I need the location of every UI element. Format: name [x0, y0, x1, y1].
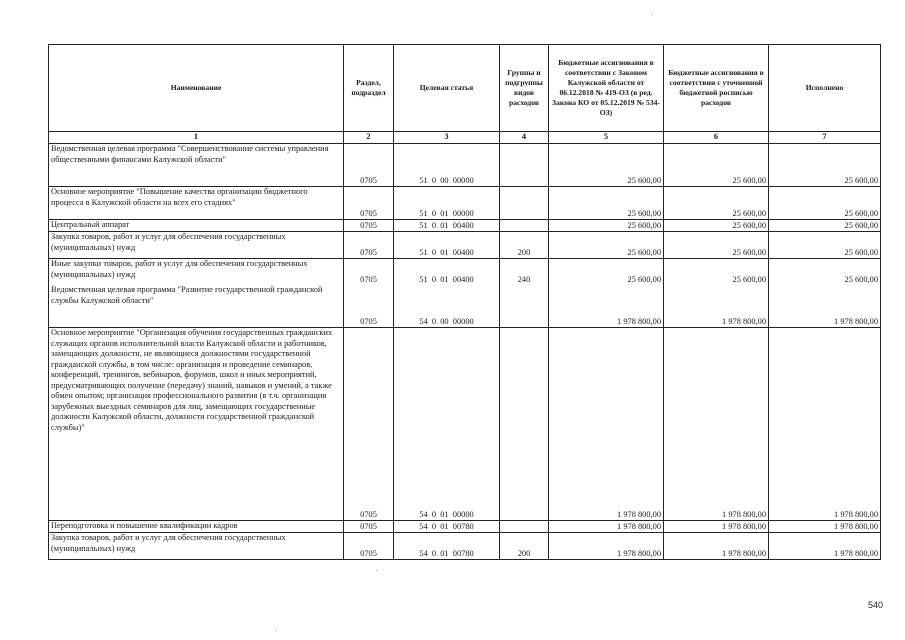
column-number-row: [49, 132, 881, 144]
header-target-article: Целевая статья: [394, 45, 500, 132]
row-section-code: 0705: [344, 144, 394, 187]
row-planned-amount: 1 978 800,00: [549, 285, 664, 328]
row-target-article: 54 0 01 00780: [394, 533, 500, 560]
row-planned-amount: 25 600,00: [549, 187, 664, 220]
row-name: Переподготовка и повышение квалификации кадров: [49, 521, 344, 533]
row-adjusted-amount: 25 600,00: [664, 220, 769, 232]
row-expense-group: 200: [500, 232, 549, 259]
row-section-code: 0705: [344, 521, 394, 533]
header-planned-allocations: Бюджетные ассигнования в соответствии с Законом Калужской области от 06.12.2018 № 419-ОЗ (в ред. Закона КО от 05.12.2019 № 534-ОЗ): [549, 45, 664, 132]
row-target-article: 54 0 00 00000: [394, 285, 500, 328]
column-number: 5: [549, 132, 664, 144]
row-name: Иные закупки товаров, работ и услуг для обеспечения государственных (муниципальных) нужд: [49, 259, 344, 286]
row-target-article: 51 0 01 00400: [394, 259, 500, 286]
row-target-article: 54 0 01 00000: [394, 328, 500, 521]
scan-speck: [376, 570, 377, 571]
row-planned-amount: 1 978 800,00: [549, 533, 664, 560]
row-executed-amount: 25 600,00: [769, 259, 881, 286]
row-section-code: 0705: [344, 232, 394, 259]
row-name: Основное мероприятие "Организация обучения государственных гражданских служащих органов исполнительной власти Калужской области и работников, замещающих должности, не являющиеся должностями государственной гражданской службы, в том числе: организация и проведение семинаров, конференций, тренингов, вебинаров, форумов, школ и иных мероприятий, предусматривающих получение (передачу) знаний, навыков и умений, а также обмен опытом; организация профессионального развития (в т.ч. организация зарубежных выездных семинаров для лиц, замещающих государственные должности Калужской области, должности государственной гражданской службы)": [49, 328, 344, 521]
row-executed-amount: 1 978 800,00: [769, 328, 881, 521]
row-executed-amount: 25 600,00: [769, 187, 881, 220]
row-adjusted-amount: 25 600,00: [664, 259, 769, 286]
row-planned-amount: 25 600,00: [549, 259, 664, 286]
table-row: [49, 220, 881, 232]
row-executed-amount: 1 978 800,00: [769, 285, 881, 328]
row-expense-group: [500, 220, 549, 232]
table-row: [49, 144, 881, 187]
header-expense-group: Группы и подгруппы видов расходов: [500, 45, 549, 132]
row-target-article: 54 0 01 00780: [394, 521, 500, 533]
scan-speck: [276, 630, 277, 631]
budget-execution-table: [48, 44, 881, 560]
row-executed-amount: 25 600,00: [769, 144, 881, 187]
row-expense-group: 240: [500, 259, 549, 286]
column-number: 4: [500, 132, 549, 144]
row-name: Центральный аппарат: [49, 220, 344, 232]
row-adjusted-amount: 1 978 800,00: [664, 521, 769, 533]
table-row: [49, 232, 881, 259]
page-number: 540: [868, 600, 884, 610]
table-row: [49, 521, 881, 533]
row-expense-group: [500, 328, 549, 521]
row-name: Основное мероприятие "Повышение качества организации бюджетного процесса в Калужской области на всех его стадиях": [49, 187, 344, 220]
row-executed-amount: 1 978 800,00: [769, 533, 881, 560]
header-executed: Исполнено: [769, 45, 881, 132]
row-target-article: 51 0 01 00400: [394, 220, 500, 232]
column-number: 6: [664, 132, 769, 144]
row-planned-amount: 25 600,00: [549, 232, 664, 259]
row-adjusted-amount: 1 978 800,00: [664, 328, 769, 521]
row-expense-group: [500, 144, 549, 187]
table-row: [49, 533, 881, 560]
table-row: [49, 285, 881, 328]
table-row: [49, 187, 881, 220]
header-section: Раздел, подраздел: [344, 45, 394, 132]
header-adjusted-allocations: Бюджетные ассигнования в соответствии с уточненной бюджетной росписью расходов: [664, 45, 769, 132]
header-name: Наименование: [49, 45, 344, 132]
row-section-code: 0705: [344, 187, 394, 220]
column-number: 2: [344, 132, 394, 144]
row-name: Закупка товаров, работ и услуг для обеспечения государственных (муниципальных) нужд: [49, 232, 344, 259]
row-executed-amount: 1 978 800,00: [769, 521, 881, 533]
scan-speck: [652, 14, 653, 15]
row-planned-amount: 1 978 800,00: [549, 521, 664, 533]
row-name: Ведомственная целевая программа "Совершенствование системы управления общественными финансами Калужской области": [49, 144, 344, 187]
row-adjusted-amount: 1 978 800,00: [664, 285, 769, 328]
row-section-code: 0705: [344, 533, 394, 560]
table-row: [49, 259, 881, 286]
row-adjusted-amount: 1 978 800,00: [664, 533, 769, 560]
column-number: 1: [49, 132, 344, 144]
table-header-row: [49, 45, 881, 132]
row-expense-group: 200: [500, 533, 549, 560]
row-planned-amount: 25 600,00: [549, 144, 664, 187]
row-name: Ведомственная целевая программа "Развитие государственной гражданской службы Калужской области": [49, 285, 344, 328]
row-expense-group: [500, 521, 549, 533]
row-expense-group: [500, 187, 549, 220]
row-section-code: 0705: [344, 285, 394, 328]
column-number: 3: [394, 132, 500, 144]
row-target-article: 51 0 01 00000: [394, 187, 500, 220]
row-planned-amount: 1 978 800,00: [549, 328, 664, 521]
row-adjusted-amount: 25 600,00: [664, 187, 769, 220]
row-section-code: 0705: [344, 328, 394, 521]
row-executed-amount: 25 600,00: [769, 232, 881, 259]
row-target-article: 51 0 00 00000: [394, 144, 500, 187]
row-name: Закупка товаров, работ и услуг для обеспечения государственных (муниципальных) нужд: [49, 533, 344, 560]
row-expense-group: [500, 285, 549, 328]
row-section-code: 0705: [344, 259, 394, 286]
row-adjusted-amount: 25 600,00: [664, 144, 769, 187]
row-target-article: 51 0 01 00400: [394, 232, 500, 259]
row-planned-amount: 25 600,00: [549, 220, 664, 232]
row-executed-amount: 25 600,00: [769, 220, 881, 232]
table-row: [49, 328, 881, 521]
row-section-code: 0705: [344, 220, 394, 232]
table-body: [49, 144, 881, 560]
column-number: 7: [769, 132, 881, 144]
row-adjusted-amount: 25 600,00: [664, 232, 769, 259]
